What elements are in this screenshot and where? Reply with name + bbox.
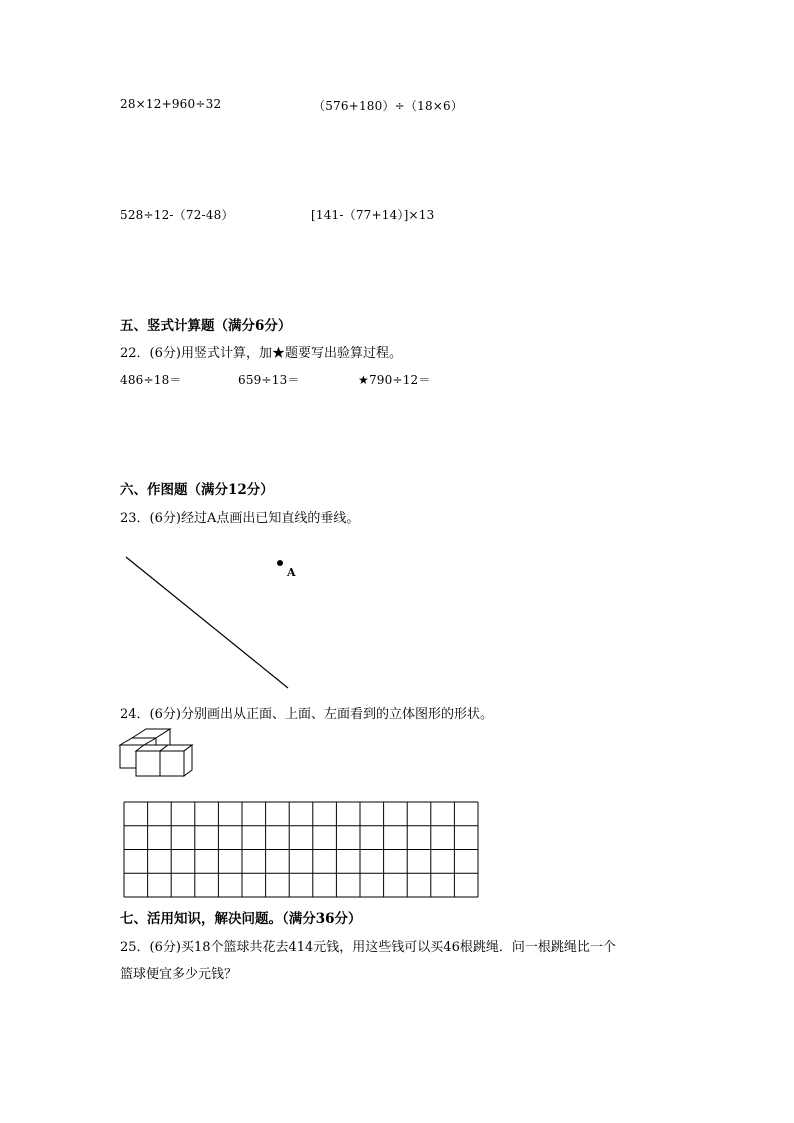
question-23-text: 23．(6分)经过A点画出已知直线的垂线。 (120, 511, 360, 526)
question-25-line-2: 篮球便宜多少元钱？ (120, 967, 238, 982)
expression-4: [141-（77+14）]×13 (311, 208, 435, 222)
q22-item-1: 486÷18＝ (120, 373, 182, 387)
expression-1: 28×12+960÷32 (120, 97, 222, 111)
point-a-label: A (287, 566, 296, 579)
expression-3: 528÷12-（72-48） (120, 208, 234, 222)
expression-2: （576+180）÷（18×6） (313, 99, 464, 113)
question-24-text: 24．(6分)分别画出从正面、上面、左面看到的立体图形的形状。 (120, 707, 493, 722)
section-5-heading: 五、竖式计算题（满分6分） (120, 318, 292, 334)
section-6-heading: 六、作图题（满分12分） (120, 482, 274, 498)
question-22-text: 22．(6分)用竖式计算，加★题要写出验算过程。 (120, 346, 402, 361)
section-7-heading: 七、活用知识，解决问题。（满分36分） (120, 911, 362, 927)
q22-item-2: 659÷13＝ (238, 373, 300, 387)
q22-item-3: ★790÷12＝ (358, 373, 431, 387)
question-25-line-1: 25．(6分)买18个篮球共花去414元钱，用这些钱可以买46根跳绳．问一根跳绳比一个 (120, 940, 616, 955)
